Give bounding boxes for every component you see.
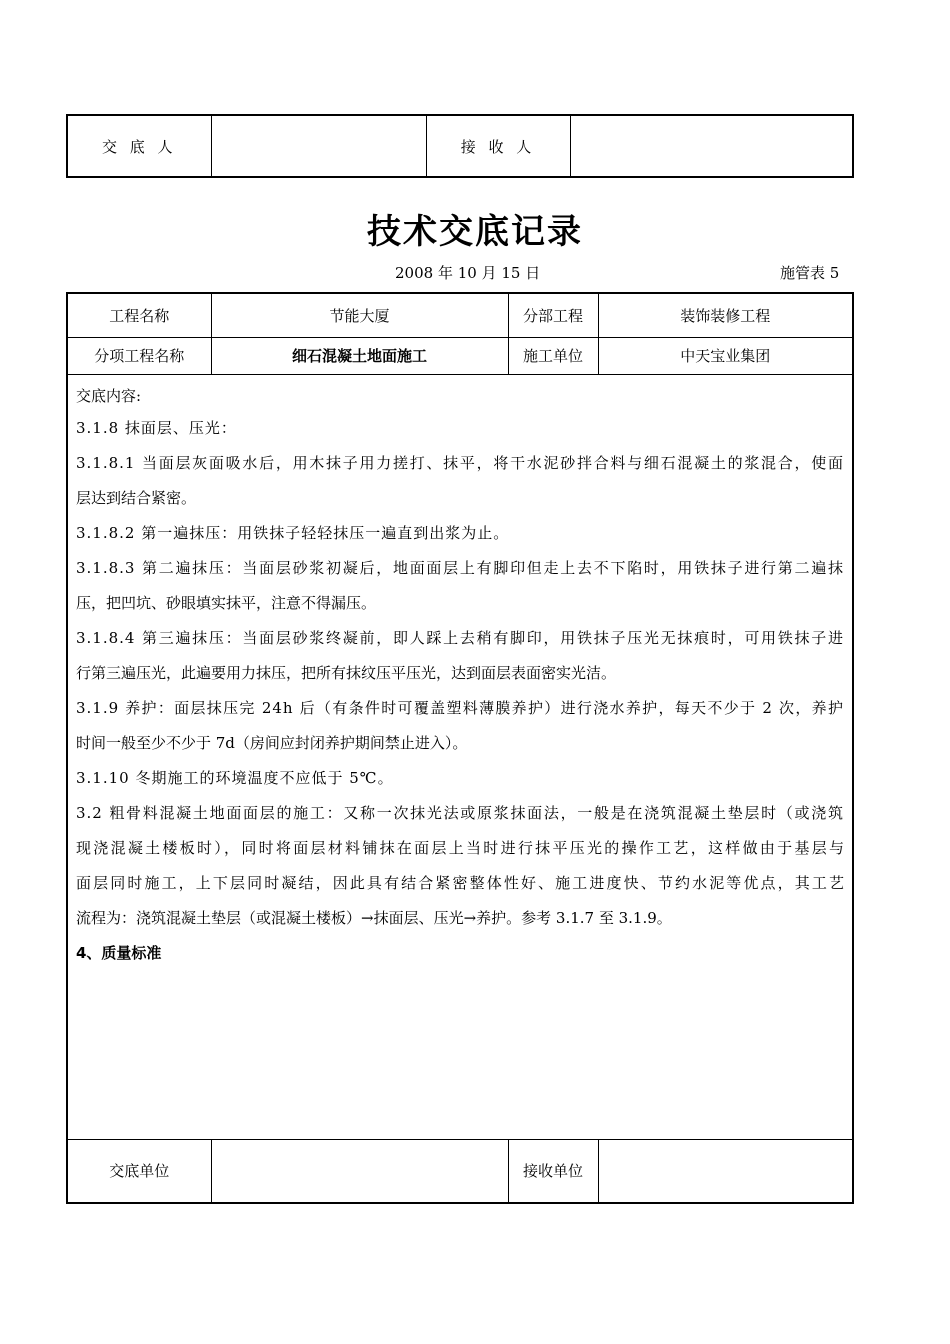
content-line: 压，把凹坑、砂眼填实抹平，注意不得漏压。 bbox=[76, 593, 377, 612]
contractor-value: 中天宝业集团 bbox=[598, 337, 853, 374]
receiver-field[interactable] bbox=[570, 115, 853, 177]
handover-unit-field[interactable] bbox=[211, 1139, 508, 1203]
page-title: 技术交底记录 bbox=[367, 212, 583, 252]
record-date: 2008 年 10 月 15 日 bbox=[395, 264, 541, 282]
subitem-value: 细石混凝土地面施工 bbox=[211, 337, 508, 374]
project-name-label: 工程名称 bbox=[67, 293, 211, 337]
division-value: 装饰装修工程 bbox=[598, 293, 853, 337]
receiver-unit-field[interactable] bbox=[598, 1139, 853, 1203]
content-line: 面层同时施工，上下层同时凝结，因此具有结合紧密整体性好、施工进度快、节约水泥等优点，其工艺 bbox=[76, 873, 844, 892]
content-area bbox=[67, 374, 853, 1139]
handover-person-field[interactable] bbox=[211, 115, 426, 177]
content-line: 层达到结合紧密。 bbox=[76, 488, 197, 507]
content-line: 3.1.8.2 第一遍抹压：用铁抹子轻轻抹压一遍直到出浆为止。 bbox=[76, 523, 510, 542]
division-label: 分部工程 bbox=[508, 293, 598, 337]
content-line: 3.1.8.1 当面层灰面吸水后，用木抹子用力搓打、抹平，将干水泥砂拌合料与细石混凝土的浆混合，使面 bbox=[76, 453, 844, 472]
top-signature-table bbox=[66, 114, 854, 178]
contractor-label: 施工单位 bbox=[508, 337, 598, 374]
section-quality-standard: 4、质量标准 bbox=[76, 943, 162, 962]
main-record-table bbox=[66, 292, 854, 1204]
content-line: 时间一般至少不少于 7d（房间应封闭养护期间禁止进入）。 bbox=[76, 733, 468, 752]
content-line: 行第三遍压光，此遍要用力抹压，把所有抹纹压平压光，达到面层表面密实光洁。 bbox=[76, 663, 617, 682]
form-number: 施管表 5 bbox=[780, 264, 840, 282]
subitem-label: 分项工程名称 bbox=[67, 337, 211, 374]
content-line: 3.1.9 养护：面层抹压完 24h 后（有条件时可覆盖塑料薄膜养护）进行浇水养护，每天不少于 2 次，养护 bbox=[76, 698, 844, 717]
content-line: 现浇混凝土楼板时），同时将面层材料铺抹在面层上当时进行抹平压光的操作工艺，这样做由于基层与 bbox=[76, 838, 844, 857]
content-line: 3.2 粗骨料混凝土地面面层的施工：又称一次抹光法或原浆抹面法，一般是在浇筑混凝土垫层时（或浇筑 bbox=[76, 803, 844, 822]
content-heading: 交底内容: bbox=[76, 386, 142, 405]
content-line: 3.1.8.4 第三遍抹压：当面层砂浆终凝前，即人踩上去稍有脚印，用铁抹子压光无抹痕时，可用铁抹子进 bbox=[76, 628, 844, 647]
content-line: 3.1.8 抹面层、压光： bbox=[76, 418, 237, 437]
content-line: 3.1.10 冬期施工的环境温度不应低于 5℃。 bbox=[76, 768, 394, 787]
project-name-value: 节能大厦 bbox=[211, 293, 508, 337]
receiver-label: 接 收 人 bbox=[426, 115, 570, 177]
content-line: 流程为：浇筑混凝土垫层（或混凝土楼板）→抹面层、压光→养护。参考 3.1.7 至 3.1.9。 bbox=[76, 908, 672, 927]
content-line: 3.1.8.3 第二遍抹压：当面层砂浆初凝后，地面面层上有脚印但走上去不下陷时，用铁抹子进行第二遍抹 bbox=[76, 558, 844, 577]
handover-person-label: 交 底 人 bbox=[67, 115, 211, 177]
handover-unit-label: 交底单位 bbox=[67, 1139, 211, 1203]
receiver-unit-label: 接收单位 bbox=[508, 1139, 598, 1203]
